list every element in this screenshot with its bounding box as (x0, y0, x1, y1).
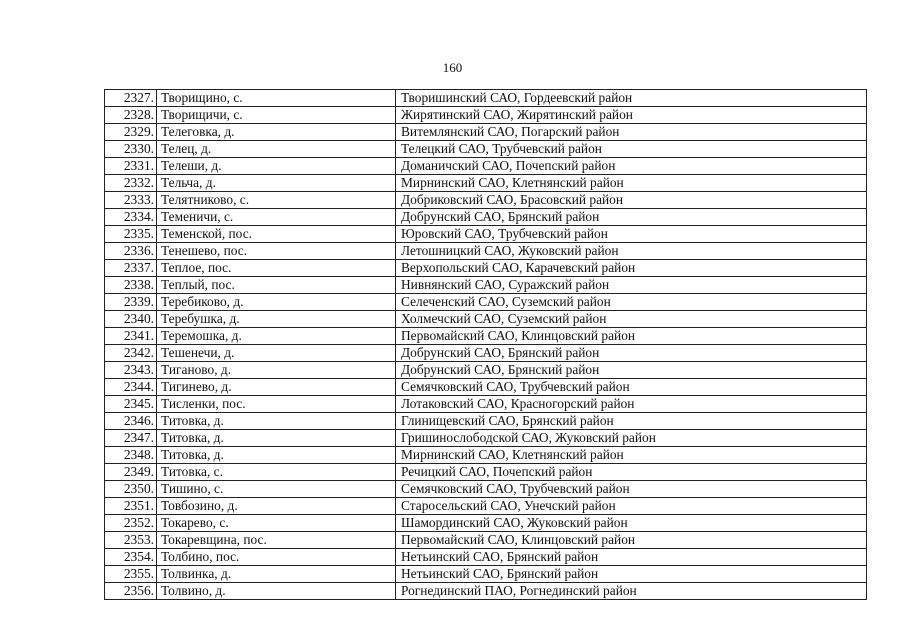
administration-cell: Летошницкий САО, Жуковский район (396, 243, 867, 260)
administration-cell: Мирнинский САО, Клетнянский район (396, 447, 867, 464)
row-number-cell: 2332. (105, 175, 157, 192)
row-number-cell: 2342. (105, 345, 157, 362)
administration-cell: Витемлянский САО, Погарский район (396, 124, 867, 141)
settlement-name-cell: Тешенечи, д. (157, 345, 396, 362)
settlement-name-cell: Титовка, с. (157, 464, 396, 481)
row-number-cell: 2330. (105, 141, 157, 158)
settlement-name-cell: Теремошка, д. (157, 328, 396, 345)
row-number-cell: 2337. (105, 260, 157, 277)
page-number: 160 (442, 60, 463, 75)
administration-cell: Телецкий САО, Трубчевский район (396, 141, 867, 158)
table-row (105, 311, 867, 328)
settlement-name-cell: Тенешево, пос. (157, 243, 396, 260)
row-number-cell: 2353. (105, 532, 157, 549)
administration-cell: Творишинский САО, Гордеевский район (396, 90, 867, 107)
row-number-cell: 2343. (105, 362, 157, 379)
row-number-cell: 2350. (105, 481, 157, 498)
table-row (105, 226, 867, 243)
row-number-cell: 2334. (105, 209, 157, 226)
settlement-name-cell: Товбозино, д. (157, 498, 396, 515)
settlement-name-cell: Титовка, д. (157, 413, 396, 430)
table-row (105, 396, 867, 413)
settlement-name-cell: Токарево, с. (157, 515, 396, 532)
administration-cell: Добрунский САО, Брянский район (396, 362, 867, 379)
administration-cell: Нетьинский САО, Брянский район (396, 566, 867, 583)
row-number-cell: 2327. (105, 90, 157, 107)
administration-cell: Глинищевский САО, Брянский район (396, 413, 867, 430)
settlement-name-cell: Теплое, пос. (157, 260, 396, 277)
administration-cell: Шамординский САО, Жуковский район (396, 515, 867, 532)
administration-cell: Рогнединский ПАО, Рогнединский район (396, 583, 867, 600)
row-number-cell: 2356. (105, 583, 157, 600)
settlement-name-cell: Телеговка, д. (157, 124, 396, 141)
settlement-name-cell: Толвинка, д. (157, 566, 396, 583)
table-row (105, 345, 867, 362)
settlements-table-body (105, 90, 867, 600)
row-number-cell: 2352. (105, 515, 157, 532)
administration-cell: Верхопольский САО, Карачевский район (396, 260, 867, 277)
table-row (105, 413, 867, 430)
administration-cell: Мирнинский САО, Клетнянский район (396, 175, 867, 192)
table-row (105, 515, 867, 532)
settlements-table (104, 89, 867, 600)
table-row (105, 209, 867, 226)
table-row (105, 498, 867, 515)
settlement-name-cell: Толбино, пос. (157, 549, 396, 566)
administration-cell: Речицкий САО, Почепский район (396, 464, 867, 481)
row-number-cell: 2329. (105, 124, 157, 141)
settlement-name-cell: Тельча, д. (157, 175, 396, 192)
settlement-name-cell: Титовка, д. (157, 430, 396, 447)
table-row (105, 549, 867, 566)
table-row (105, 260, 867, 277)
administration-cell: Жирятинский САО, Жирятинский район (396, 107, 867, 124)
administration-cell: Добрунский САО, Брянский район (396, 345, 867, 362)
row-number-cell: 2345. (105, 396, 157, 413)
settlement-name-cell: Тисленки, пос. (157, 396, 396, 413)
table-row (105, 90, 867, 107)
table-row (105, 277, 867, 294)
row-number-cell: 2335. (105, 226, 157, 243)
table-row (105, 362, 867, 379)
table-row (105, 583, 867, 600)
administration-cell: Семячковский САО, Трубчевский район (396, 481, 867, 498)
settlement-name-cell: Теребиково, д. (157, 294, 396, 311)
row-number-cell: 2328. (105, 107, 157, 124)
row-number-cell: 2340. (105, 311, 157, 328)
table-row (105, 192, 867, 209)
table-row (105, 141, 867, 158)
table-row (105, 532, 867, 549)
row-number-cell: 2333. (105, 192, 157, 209)
settlement-name-cell: Токаревщина, пос. (157, 532, 396, 549)
administration-cell: Гришинослободской САО, Жуковский район (396, 430, 867, 447)
settlement-name-cell: Творищичи, с. (157, 107, 396, 124)
table-row (105, 175, 867, 192)
table-row (105, 481, 867, 498)
row-number-cell: 2339. (105, 294, 157, 311)
row-number-cell: 2355. (105, 566, 157, 583)
settlement-name-cell: Телец, д. (157, 141, 396, 158)
row-number-cell: 2336. (105, 243, 157, 260)
row-number-cell: 2346. (105, 413, 157, 430)
table-row (105, 430, 867, 447)
settlement-name-cell: Теменичи, с. (157, 209, 396, 226)
table-row (105, 379, 867, 396)
administration-cell: Семячковский САО, Трубчевский район (396, 379, 867, 396)
row-number-cell: 2349. (105, 464, 157, 481)
table-row (105, 464, 867, 481)
settlement-name-cell: Толвино, д. (157, 583, 396, 600)
administration-cell: Селеченский САО, Суземский район (396, 294, 867, 311)
settlement-name-cell: Теменской, пос. (157, 226, 396, 243)
settlement-name-cell: Творищино, с. (157, 90, 396, 107)
administration-cell: Первомайский САО, Клинцовский район (396, 328, 867, 345)
table-row (105, 243, 867, 260)
table-row (105, 158, 867, 175)
administration-cell: Лотаковский САО, Красногорский район (396, 396, 867, 413)
table-row (105, 107, 867, 124)
row-number-cell: 2344. (105, 379, 157, 396)
administration-cell: Нивнянский САО, Суражский район (396, 277, 867, 294)
settlement-name-cell: Телятниково, с. (157, 192, 396, 209)
administration-cell: Старосельский САО, Унечский район (396, 498, 867, 515)
row-number-cell: 2354. (105, 549, 157, 566)
row-number-cell: 2341. (105, 328, 157, 345)
administration-cell: Доманичский САО, Почепский район (396, 158, 867, 175)
table-row (105, 294, 867, 311)
administration-cell: Нетьинский САО, Брянский район (396, 549, 867, 566)
administration-cell: Добриковский САО, Брасовский район (396, 192, 867, 209)
table-row (105, 566, 867, 583)
row-number-cell: 2331. (105, 158, 157, 175)
settlement-name-cell: Теплый, пос. (157, 277, 396, 294)
row-number-cell: 2348. (105, 447, 157, 464)
table-row (105, 328, 867, 345)
row-number-cell: 2351. (105, 498, 157, 515)
settlement-name-cell: Теребушка, д. (157, 311, 396, 328)
table-row (105, 447, 867, 464)
settlement-name-cell: Тиганово, д. (157, 362, 396, 379)
administration-cell: Первомайский САО, Клинцовский район (396, 532, 867, 549)
administration-cell: Холмечский САО, Суземский район (396, 311, 867, 328)
settlement-name-cell: Тишино, с. (157, 481, 396, 498)
settlement-name-cell: Телеши, д. (157, 158, 396, 175)
row-number-cell: 2338. (105, 277, 157, 294)
row-number-cell: 2347. (105, 430, 157, 447)
administration-cell: Добрунский САО, Брянский район (396, 209, 867, 226)
table-row (105, 124, 867, 141)
settlement-name-cell: Титовка, д. (157, 447, 396, 464)
administration-cell: Юровский САО, Трубчевский район (396, 226, 867, 243)
settlement-name-cell: Тигинево, д. (157, 379, 396, 396)
